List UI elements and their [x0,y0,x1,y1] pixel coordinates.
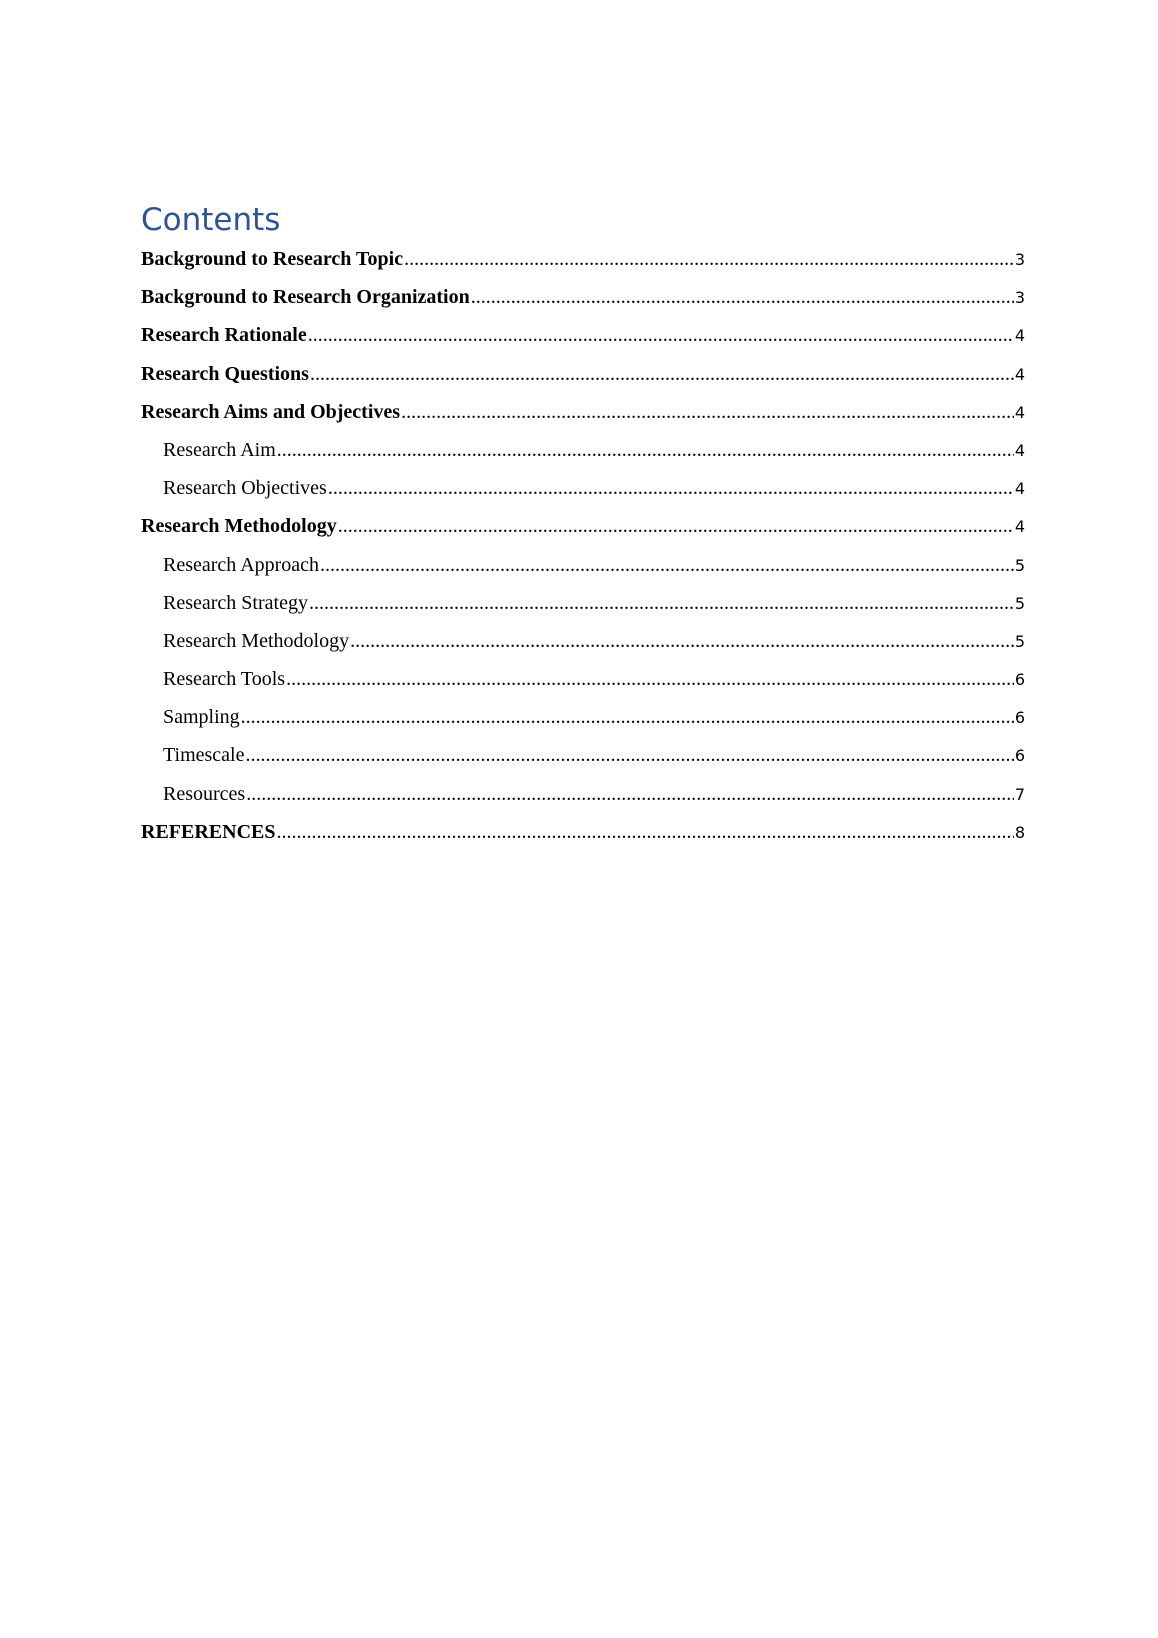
toc-entry-label[interactable]: Research Rationale [141,324,307,347]
toc-dot-leader [286,660,1014,698]
toc-entry-page-number[interactable]: 5 [1014,631,1025,651]
toc-entry[interactable] [141,584,1025,622]
toc-entry-page-number[interactable]: 3 [1014,250,1025,269]
toc-entry-label[interactable]: Research Aims and Objectives [141,400,401,423]
toc-dot-leader [241,698,1014,736]
toc-entry-page-number[interactable]: 4 [1014,364,1025,384]
toc-entry[interactable] [141,469,1025,507]
toc-entry-label[interactable]: Research Tools [163,668,286,691]
toc-title: Contents [141,202,281,238]
toc-entry-label[interactable]: Background to Research Topic [141,248,404,270]
table-of-contents [141,200,1025,851]
toc-dot-leader [328,469,1014,507]
toc-entry[interactable] [141,431,1025,469]
toc-entry-page-number[interactable]: 4 [1014,402,1025,422]
toc-dot-leader [309,584,1014,622]
toc-entry[interactable] [141,736,1025,774]
toc-entry-label[interactable]: Resources [163,782,246,805]
toc-entry-label[interactable]: Research Objectives [163,477,327,500]
toc-entry-page-number[interactable]: 6 [1014,746,1025,766]
toc-entry-label[interactable]: Timescale [163,744,245,767]
toc-dot-leader [277,431,1014,469]
toc-entry-label[interactable]: Sampling [163,706,240,729]
toc-dot-leader [246,775,1014,813]
toc-entry-label[interactable]: Research Questions [141,362,309,385]
toc-dot-leader [276,813,1013,851]
toc-entry-page-number[interactable]: 6 [1014,708,1025,728]
toc-entry[interactable] [141,622,1025,660]
toc-entry[interactable] [141,813,1025,851]
toc-entry-page-number[interactable]: 5 [1014,555,1025,575]
toc-entry[interactable] [141,316,1025,354]
toc-entry-label[interactable]: Research Approach [163,553,320,576]
toc-dot-leader [245,736,1013,774]
toc-entry[interactable] [141,393,1025,431]
toc-entry-label[interactable]: REFERENCES [141,820,276,843]
toc-entry-page-number[interactable]: 3 [1014,288,1025,308]
toc-entry[interactable] [141,507,1025,545]
toc-entry-page-number[interactable]: 4 [1014,479,1025,499]
toc-entry-page-number[interactable]: 7 [1014,784,1025,804]
toc-entry[interactable] [141,775,1025,813]
toc-list [141,240,1025,851]
toc-dot-leader [338,507,1014,545]
toc-entry-page-number[interactable]: 4 [1014,440,1025,460]
toc-entry-page-number[interactable]: 4 [1014,326,1025,346]
toc-entry[interactable] [141,278,1025,316]
toc-dot-leader [401,393,1014,431]
toc-entry-label[interactable]: Research Strategy [163,591,308,614]
toc-entry-label[interactable]: Background to Research Organization [141,286,470,309]
toc-dot-leader [350,622,1014,660]
toc-entry-page-number[interactable]: 6 [1014,670,1025,690]
toc-entry[interactable] [141,240,1025,278]
toc-entry-page-number[interactable]: 8 [1014,822,1025,842]
toc-entry[interactable] [141,355,1025,393]
toc-entry-label[interactable]: Research Aim [163,438,276,461]
toc-entry[interactable] [141,546,1025,584]
toc-dot-leader [404,240,1014,278]
toc-entry-label[interactable]: Research Methodology [141,515,337,538]
toc-entry[interactable] [141,698,1025,736]
toc-entry-page-number[interactable]: 4 [1014,517,1025,537]
toc-entry-label[interactable]: Research Methodology [163,629,350,652]
toc-dot-leader [308,316,1014,354]
toc-dot-leader [310,355,1014,393]
toc-entry[interactable] [141,660,1025,698]
toc-dot-leader [471,278,1014,316]
toc-dot-leader [320,546,1014,584]
toc-entry-page-number[interactable]: 5 [1014,593,1025,613]
